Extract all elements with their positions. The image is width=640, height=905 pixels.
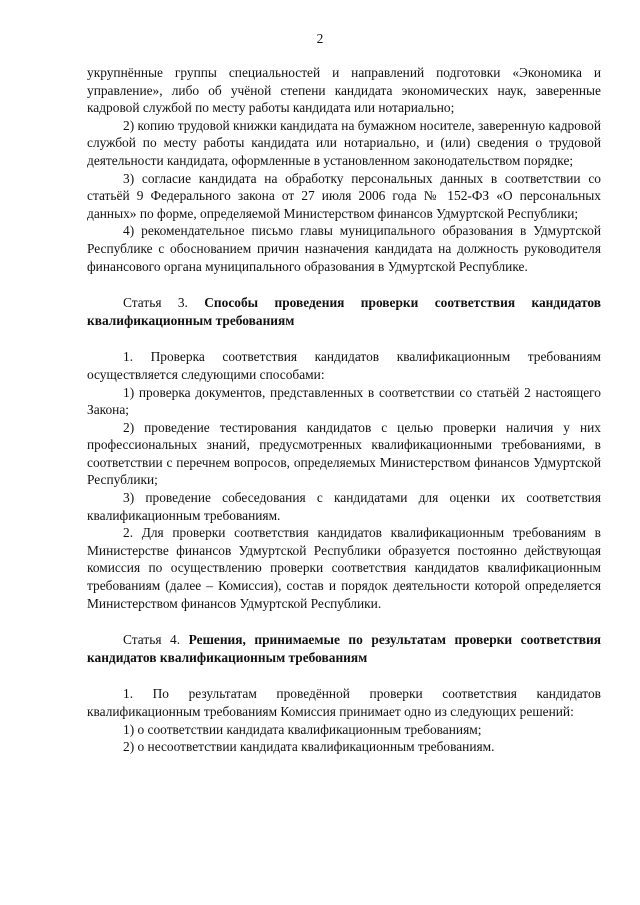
article-4-heading xyxy=(87,631,601,666)
article-3-item-3: 3) проведение собеседования с кандидатами для оценки их соответствия квалификационным требованиям. xyxy=(87,490,601,523)
list-item-3: 3) согласие кандидата на обработку персональных данных в соответствии со статьёй 9 Федерального закона от 27 июля 2006 года № 152-ФЗ «О персональных данных» по форме, определяемой Министерством финансов Удмуртской Республики; xyxy=(87,170,601,221)
article-4-item-1: 1) о соответствии кандидата квалификационным требованиям; xyxy=(123,721,482,737)
document-body xyxy=(87,64,601,756)
list-item-4: 4) рекомендательное письмо главы муниципального образования в Удмуртской Республике с обоснованием причин назначения кандидата на должность руководителя финансового органа муниципального образования в Удмуртской Республике. xyxy=(87,223,601,274)
page-number: 2 xyxy=(316,31,324,46)
article-3-item-1: 1) проверка документов, представленных в соответствии со статьёй 2 настоящего Закона; xyxy=(87,384,601,418)
article-3-heading xyxy=(87,294,601,329)
article-3-label: Статья 3. xyxy=(123,295,205,311)
article-3-clause-2: 2. Для проверки соответствия кандидатов квалификационным требованиям в Министерстве финансов Удмуртской Республики образуется постоянно действующая комиссия по осуществлению проверки соответствия кандидатов квалификационным требованиям (далее – Комиссия), состав и порядок деятельности которой определяется Министерством финансов Удмуртской Республики. xyxy=(87,525,601,611)
article-3-item-2: 2) проведение тестирования кандидатов с целью проверки наличия у них профессиональных знаний, предусмотренных квалификационными требованиями, в соответствии с перечнем вопросов, определяемых Министерством финансов Удмуртской Республики; xyxy=(87,419,601,488)
paragraph-continuation: укрупнённые группы специальностей и направлений подготовки «Экономика и управление», либо об учёной степени кандидата экономических наук, заверенные кадровой службой по месту работы кандидата или нотариально; xyxy=(87,65,601,116)
article-4-clause-1: 1. По результатам проведённой проверки соответствия кандидатов квалификационным требованиям Комиссия принимает одно из следующих решений: xyxy=(87,686,601,719)
article-3-title: Способы проведения проверки соответствия кандидатов квалификационным требованиям xyxy=(87,295,601,328)
article-4-label: Статья 4. xyxy=(123,632,189,648)
article-4-title: Решения, принимаемые по результатам проверки соответствия кандидатов квалификационным требованиям xyxy=(87,632,601,665)
article-3-clause-1: 1. Проверка соответствия кандидатов квалификационным требованиям осуществляется следующими способами: xyxy=(87,349,601,382)
article-4-item-2: 2) о несоответствии кандидата квалификационным требованиям. xyxy=(123,739,495,755)
list-item-2: 2) копию трудовой книжки кандидата на бумажном носителе, заверенную кадровой службой по месту работы кандидата или нотариально, и (или) сведения о трудовой деятельности кандидата, оформленные в установленном законодательством порядке; xyxy=(87,117,601,168)
